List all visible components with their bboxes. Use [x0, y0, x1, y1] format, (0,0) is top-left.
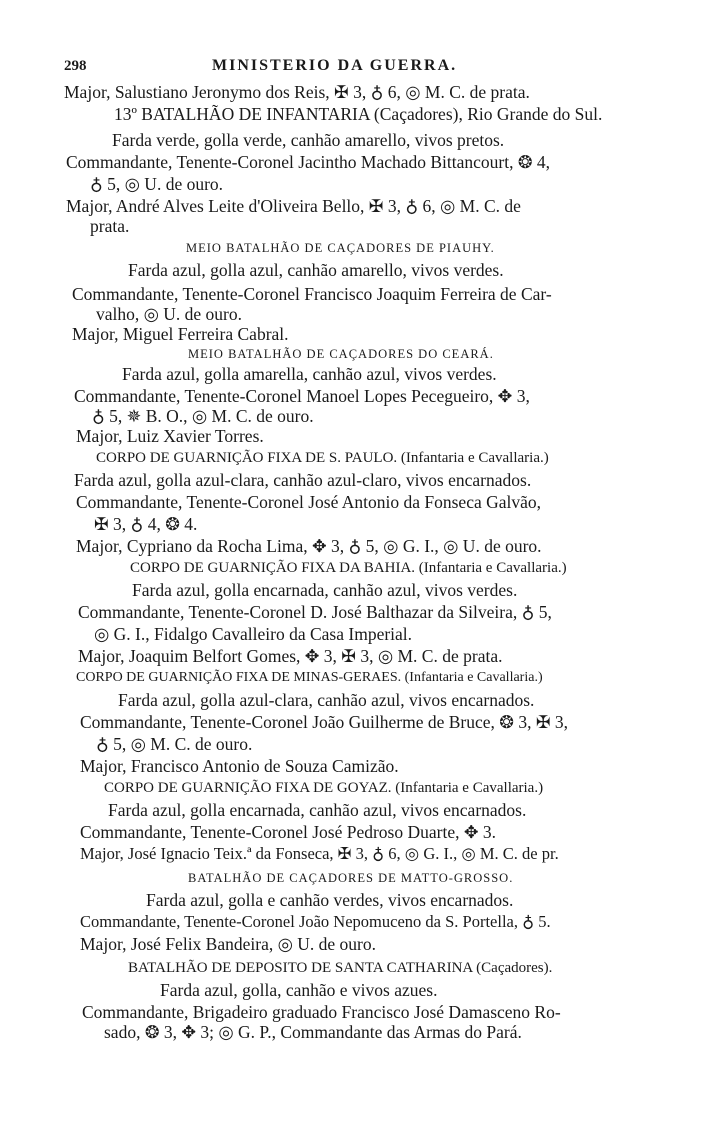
section-heading: MEIO BATALHÃO DE CAÇADORES DO CEARÁ. — [188, 347, 494, 361]
uniform-line: Farda azul, golla amarella, canhão azul, vivos verdes. — [122, 364, 497, 384]
text-line: Commandante, Tenente-Coronel D. José Balthazar da Silveira, ♁ 5, — [78, 602, 552, 622]
text-line: Commandante, Tenente-Coronel Jacintho Machado Bittancourt, ❂ 4, — [66, 152, 551, 172]
text-line: Major, André Alves Leite d'Oliveira Bello, ✠ 3, ♁ 6, ◎ M. C. de — [66, 196, 521, 216]
text-line: ✠ 3, ♁ 4, ❂ 4. — [94, 514, 198, 534]
text-line: Major, Miguel Ferreira Cabral. — [72, 324, 289, 344]
uniform-line: Farda azul, golla azul, canhão amarello, vivos verdes. — [128, 260, 504, 280]
text-line: sado, ❂ 3, ✥ 3; ◎ G. P., Commandante das Armas do Pará. — [104, 1022, 522, 1042]
section-heading: CORPO DE GUARNIÇÃO FIXA DA BAHIA. (Infantaria e Cavallaria.) — [130, 560, 567, 576]
text-line: Commandante, Tenente-Coronel João Nepomuceno da S. Portella, ♁ 5. — [80, 912, 551, 931]
uniform-line: Farda azul, golla e canhão verdes, vivos encarnados. — [146, 890, 514, 910]
text-line: Major, José Ignacio Teix.ª da Fonseca, ✠ 3, ♁ 6, ◎ G. I., ◎ M. C. de pr. — [80, 844, 559, 863]
text-line: Major, Luiz Xavier Torres. — [76, 426, 264, 446]
uniform-line: Farda azul, golla encarnada, canhão azul, vivos verdes. — [132, 580, 518, 600]
uniform-line: Farda azul, golla, canhão e vivos azues. — [160, 980, 438, 1000]
uniform-line: Farda azul, golla encarnada, canhão azul, vivos encarnados. — [108, 800, 527, 820]
text-line: Major, José Felix Bandeira, ◎ U. de ouro. — [80, 934, 376, 954]
section-heading: MEIO BATALHÃO DE CAÇADORES DE PIAUHY. — [186, 241, 495, 255]
text-line: valho, ◎ U. de ouro. — [96, 304, 243, 324]
text-line: Commandante, Tenente-Coronel José Antonio da Fonseca Galvão, — [76, 492, 542, 512]
text-line: ◎ G. I., Fidalgo Cavalleiro da Casa Imperial. — [94, 624, 413, 644]
uniform-line: Farda azul, golla azul-clara, canhão azul, vivos encarnados. — [118, 690, 535, 710]
text-line: Major, Francisco Antonio de Souza Camizão. — [80, 756, 399, 776]
uniform-line: Farda azul, golla azul-clara, canhão azul-claro, vivos encarnados. — [74, 470, 532, 490]
text-line: Major, Cypriano da Rocha Lima, ✥ 3, ♁ 5, ◎ G. I., ◎ U. de ouro. — [76, 536, 542, 556]
section-heading: CORPO DE GUARNIÇÃO FIXA DE MINAS-GERAES. (Infantaria e Cavallaria.) — [76, 670, 543, 685]
text-line: ♁ 5, ◎ M. C. de ouro. — [96, 734, 253, 754]
text-line: Major, Joaquim Belfort Gomes, ✥ 3, ✠ 3, ◎ M. C. de prata. — [78, 646, 503, 666]
text-line: Commandante, Tenente-Coronel João Guilherme de Bruce, ❂ 3, ✠ 3, — [80, 712, 569, 732]
text-line: Commandante, Tenente-Coronel José Pedroso Duarte, ✥ 3. — [80, 822, 497, 842]
text-line: Major, Salustiano Jeronymo dos Reis, ✠ 3, ♁ 6, ◎ M. C. de prata. — [64, 82, 530, 102]
uniform-line: Farda verde, golla verde, canhão amarello, vivos pretos. — [112, 130, 505, 150]
page-number: 298 — [64, 58, 87, 74]
section-heading: CORPO DE GUARNIÇÃO FIXA DE S. PAULO. (Infantaria e Cavallaria.) — [96, 450, 549, 466]
text-line: Commandante, Brigadeiro graduado Francisco José Damasceno Ro- — [82, 1002, 561, 1022]
text-line: Commandante, Tenente-Coronel Francisco Joaquim Ferreira de Car- — [72, 284, 552, 304]
text-line: ♁ 5, ✵ B. O., ◎ M. C. de ouro. — [92, 406, 314, 426]
text-line: prata. — [90, 216, 130, 236]
running-title: MINISTERIO DA GUERRA. — [212, 57, 458, 74]
section-heading: CORPO DE GUARNIÇÃO FIXA DE GOYAZ. (Infantaria e Cavallaria.) — [104, 780, 544, 796]
section-heading: BATALHÃO DE DEPOSITO DE SANTA CATHARINA (Caçadores). — [128, 960, 553, 976]
text-line: ♁ 5, ◎ U. de ouro. — [90, 174, 224, 194]
text-line: Commandante, Tenente-Coronel Manoel Lopes Pecegueiro, ✥ 3, — [74, 386, 530, 406]
section-heading: BATALHÃO DE CAÇADORES DE MATTO-GROSSO. — [188, 871, 514, 885]
section-heading: 13º BATALHÃO DE INFANTARIA (Caçadores), Rio Grande do Sul. — [114, 104, 603, 124]
